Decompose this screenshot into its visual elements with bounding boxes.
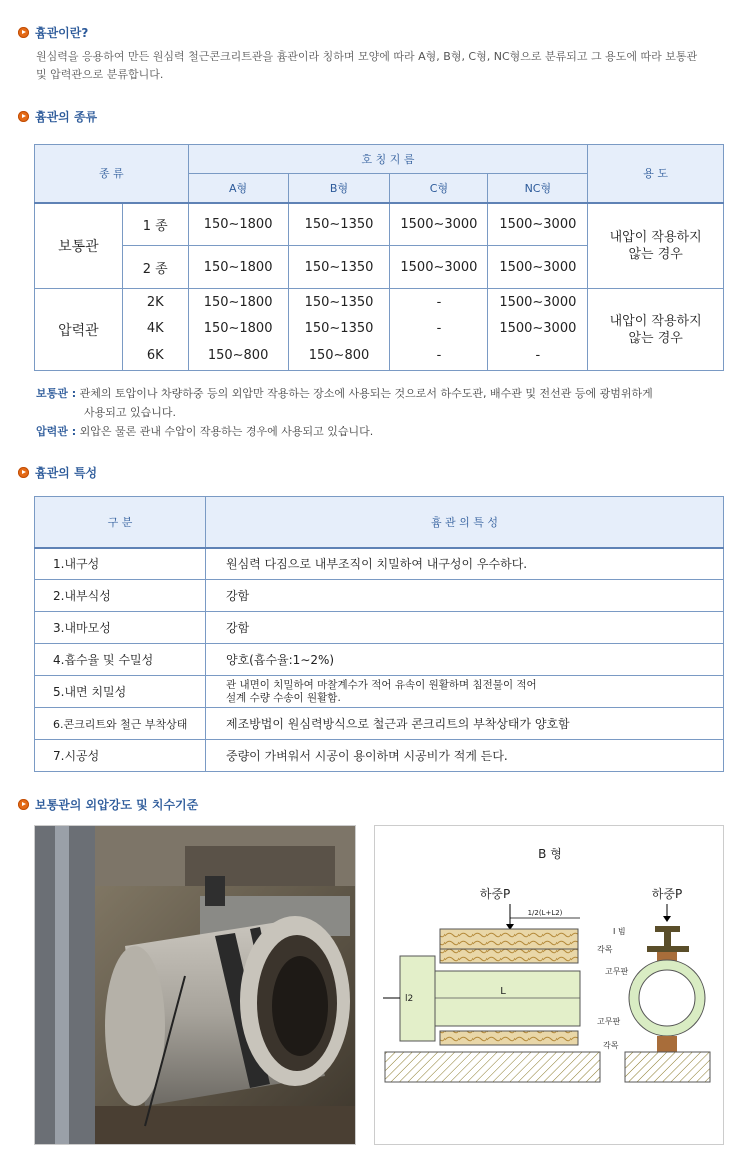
feature-name: 1.내구성	[35, 548, 206, 580]
bullet-icon	[18, 799, 29, 810]
load-right-label: 하중P	[651, 887, 683, 901]
bullet-icon	[18, 111, 29, 122]
feature-desc: 양호(흡수율:1∼2%)	[206, 644, 724, 676]
section-title-text: 흄관의 종류	[35, 110, 98, 124]
intro-paragraph	[36, 48, 726, 84]
section-title-types	[18, 108, 97, 125]
feature-desc: 제조방법이 원심력방식으로 철근과 콘크리트의 부착상태가 양호함	[206, 708, 724, 740]
grade-cell: 6K	[122, 341, 188, 371]
load-left-label: 하중P	[479, 887, 511, 901]
value-cell: 1500∼3000	[390, 203, 488, 246]
note-text: 외압은 물론 관내 수압이 작용하는 경우에 사용되고 있습니다.	[79, 425, 374, 438]
note-text: 관체의 토압이나 차량하중 등의 외압만 작용하는 장소에 사용되는 것으로서 하수도관, 배수관 및 전선관 등에 광범위하게	[79, 387, 653, 400]
base-right	[625, 1052, 710, 1082]
value-cell: -	[390, 317, 488, 341]
block-bottom-label: 각목	[603, 1041, 619, 1050]
note-pressure	[36, 422, 653, 441]
note-normal	[36, 384, 653, 403]
rubber-bottom-label: 고무판	[597, 1017, 621, 1026]
load-arrow-right-head	[663, 916, 671, 922]
top-block	[440, 949, 578, 963]
group-normal: 보통관	[35, 203, 123, 289]
load-stem	[664, 932, 671, 946]
grade-cell: 2 종	[122, 246, 188, 289]
bottom-block	[440, 1031, 578, 1045]
value-cell: -	[488, 341, 588, 371]
use-pressure	[588, 289, 724, 371]
grade-cell: 2K	[122, 289, 188, 317]
section-title-what	[18, 24, 88, 41]
header-type-nc: NC형	[488, 174, 588, 203]
types-table	[34, 144, 724, 371]
note-label: 압력관 :	[36, 425, 77, 438]
pipe-inner	[639, 970, 695, 1026]
feature-name: 6.콘크리트와 철근 부착상태	[35, 708, 206, 740]
feature-name: 3.내마모성	[35, 612, 206, 644]
value-cell: 1500∼3000	[488, 246, 588, 289]
bottom-wedge	[657, 1036, 677, 1052]
l-label: L	[500, 986, 506, 997]
value-cell: 150∼800	[288, 341, 390, 371]
pipe-test-photo	[34, 825, 356, 1145]
value-cell: 150∼1350	[288, 246, 390, 289]
header-feature: 흄 관 의 특 성	[206, 497, 724, 548]
block-top-label: 각목	[597, 945, 613, 954]
section-title-standard	[18, 796, 198, 813]
value-cell: 150∼800	[188, 341, 288, 371]
notes	[36, 384, 653, 441]
intro-line: 및 압력관으로 분류합니다.	[36, 68, 164, 81]
feature-desc: 원심력 다짐으로 내부조직이 치밀하여 내구성이 우수하다.	[206, 548, 724, 580]
header-kind: 종 류	[35, 145, 189, 203]
base-left	[385, 1052, 600, 1082]
feature-name: 5.내면 치밀성	[35, 676, 206, 708]
feature-desc	[206, 676, 724, 708]
pipe-test-photo-illustration	[35, 826, 356, 1145]
group-pressure: 압력관	[35, 289, 123, 371]
value-cell: 150∼1800	[188, 317, 288, 341]
feature-name: 7.시공성	[35, 740, 206, 772]
use-line: 않는 경우	[628, 246, 683, 262]
i-beam	[440, 929, 578, 949]
header-nominal: 호 칭 지 름	[188, 145, 588, 174]
section-title-text: 흄관이란?	[35, 26, 89, 40]
features-table	[34, 496, 724, 772]
rubber-top-label: 고무판	[605, 967, 629, 976]
note-text: 사용되고 있습니다.	[84, 406, 177, 419]
load-head	[655, 926, 680, 932]
value-cell: 150∼1350	[288, 317, 390, 341]
diagram-svg	[375, 826, 725, 1146]
header-category: 구 분	[35, 497, 206, 548]
bullet-icon	[18, 27, 29, 38]
value-cell: 1500∼3000	[488, 317, 588, 341]
value-cell: 150∼1800	[188, 246, 288, 289]
bullet-icon	[18, 467, 29, 478]
grade-cell: 1 종	[122, 203, 188, 246]
use-line: 않는 경우	[628, 330, 683, 346]
feature-desc: 강함	[206, 580, 724, 612]
use-line: 내압이 작용하지	[609, 313, 702, 329]
pipe-side-view	[400, 956, 580, 1041]
feature-desc: 중량이 가벼워서 시공이 용이하며 시공비가 적게 든다.	[206, 740, 724, 772]
use-normal	[588, 203, 724, 289]
note-label: 보통관 :	[36, 387, 77, 400]
section-title-text: 흄관의 특성	[35, 466, 98, 480]
feature-desc-line: 설계 수량 수송이 원활함.	[226, 691, 341, 704]
b-type-test-diagram	[374, 825, 724, 1145]
grade-cell: 4K	[122, 317, 188, 341]
header-type-b: B형	[288, 174, 390, 203]
value-cell: 1500∼3000	[488, 289, 588, 317]
value-cell: 1500∼3000	[488, 203, 588, 246]
load-plate	[647, 946, 689, 952]
section-title-features	[18, 464, 97, 481]
value-cell: 150∼1800	[188, 203, 288, 246]
l2-label: l2	[405, 994, 414, 1004]
feature-desc-line: 관 내면이 치밀하여 마찰계수가 적어 유속이 원활하며 침전물이 적어	[226, 678, 537, 691]
i-beam-label: I 빔	[613, 927, 626, 936]
intro-line: 원심력을 응용하여 만든 원심력 철근콘크리트관을 흄관이라 칭하며 모양에 따라 A형, B형, C형, NC형으로 분류되고 그 용도에 따라 보통관	[36, 50, 698, 63]
diagram-title: B 형	[538, 847, 562, 861]
header-type-c: C형	[390, 174, 488, 203]
value-cell: 1500∼3000	[390, 246, 488, 289]
header-type-a: A형	[188, 174, 288, 203]
value-cell: 150∼1800	[188, 289, 288, 317]
feature-desc: 강함	[206, 612, 724, 644]
half-length-label: 1/2(L+L2)	[527, 909, 563, 917]
use-line: 내압이 작용하지	[609, 229, 702, 245]
header-use: 용 도	[588, 145, 724, 203]
value-cell: -	[390, 341, 488, 371]
value-cell: 150∼1350	[288, 203, 390, 246]
feature-name: 4.흡수율 및 수밀성	[35, 644, 206, 676]
feature-name: 2.내부식성	[35, 580, 206, 612]
value-cell: 150∼1350	[288, 289, 390, 317]
value-cell: -	[390, 289, 488, 317]
section-title-text: 보통관의 외압강도 및 치수기준	[35, 798, 199, 812]
